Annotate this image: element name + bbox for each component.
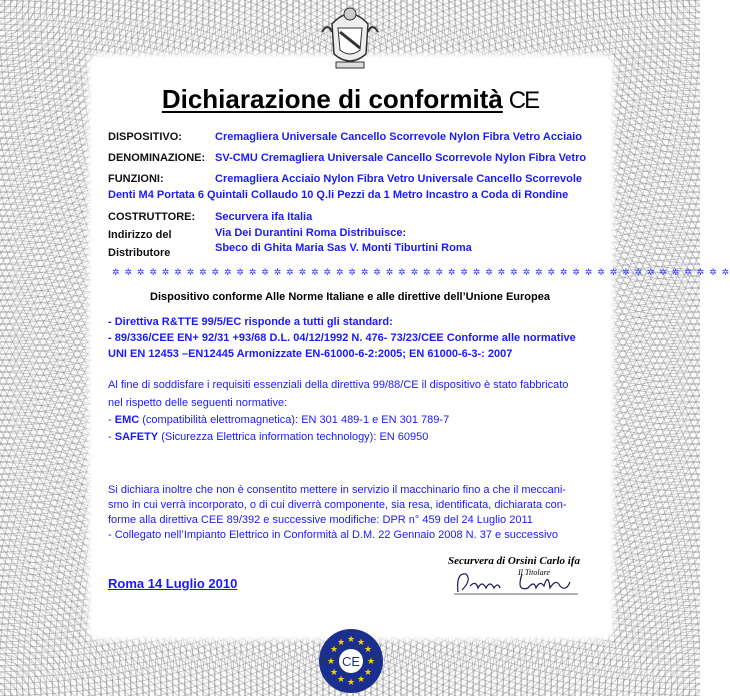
svg-text:★: ★ — [356, 638, 366, 648]
requirements-line: Al fine di soddisfare i requisiti essenziali della direttiva 99/88/CE il dispositivo è stato fabbricato — [108, 379, 569, 391]
label-dispositivo: DISPOSITIVO: — [108, 131, 182, 143]
value-dispositivo: Cremagliera Universale Cancello Scorrevole Nylon Fibra Vetro Acciaio — [215, 131, 583, 143]
svg-text:★: ★ — [326, 657, 336, 667]
value-indirizzo: Via Dei Durantini Roma Distribuisce: — [215, 227, 407, 239]
svg-text:★: ★ — [363, 645, 373, 655]
label-denominazione: DENOMINAZIONE: — [108, 152, 206, 164]
svg-text:★: ★ — [363, 668, 373, 678]
label-indirizzo: Indirizzo del — [108, 229, 172, 241]
signature-company: Securvera di Orsini Carlo ifa — [448, 555, 581, 567]
handwritten-signature — [452, 566, 582, 596]
value-costruttore: Securvera ifa Italia — [215, 211, 313, 223]
eu-ce-badge — [318, 628, 384, 694]
requirements-line: nel rispetto delle seguenti normative: — [108, 397, 288, 409]
page-title: Dichiarazione di conformità CE — [161, 84, 539, 114]
signature-role: Il Titolare — [518, 568, 550, 577]
directive-line: UNI EN 12453 –EN12445 Armonizzate EN-61000-6-2:2005; EN 61000-6-3-: 2007 — [108, 348, 513, 360]
certificate-panel — [92, 58, 730, 636]
svg-text:★: ★ — [366, 657, 376, 667]
value-funzioni: Cremagliera Acciaio Nylon Fibra Vetro Universale Cancello Scorrevole — [215, 173, 583, 185]
directive-line: - 89/336/CEE EN+ 92/31 +93/68 D.L. 04/12/1992 N. 476- 73/23/CEE Conforme alle normative — [108, 332, 576, 344]
declaration-line: forme alla direttiva CEE 89/392 e successive modifiche: DPR n° 459 del 24 Luglio 2011 — [108, 514, 533, 526]
emc-line: - EMC (compatibilità elettromagnetica): EN 301 489-1 e EN 301 789-7 — [108, 414, 450, 426]
value-distributore: Sbeco di Ghita Maria Sas V. Monti Tiburtini Roma — [215, 242, 472, 254]
coat-of-arms-crest — [318, 2, 382, 72]
value-denominazione: SV-CMU Cremagliera Universale Cancello Scorrevole Nylon Fibra Vetro — [215, 152, 587, 164]
svg-text:★: ★ — [329, 668, 339, 678]
declaration-line: smo in cui verrà incorporato, o di cui diverrà componente, sia resa, identificata, dichiarata con- — [108, 499, 567, 511]
svg-text:★: ★ — [346, 635, 356, 645]
svg-text:★: ★ — [329, 645, 339, 655]
svg-text:★: ★ — [346, 678, 356, 688]
label-distributore: Distributore — [108, 247, 171, 259]
star-divider: ✲ ✲ ✲ ✲ ✲ ✲ ✲ ✲ ✲ ✲ ✲ ✲ ✲ ✲ ✲ ✲ ✲ ✲ ✲ ✲ ✲ ✲ ✲ ✲ ✲ ✲ ✲ ✲ ✲ ✲ ✲ ✲ ✲ ✲ ✲ ✲ ✲ ✲ ✲ ✲ ✲ ✲ ✲ ✲ ✲ ✲ ✲ ✲ ✲ ✲ — [112, 267, 730, 277]
label-costruttore: COSTRUTTORE: — [108, 211, 196, 223]
safety-line: - SAFETY (Sicurezza Elettrica information technology): EN 60950 — [108, 431, 429, 443]
eu-ce-text: CE — [341, 654, 361, 669]
label-funzioni: FUNZIONI: — [108, 173, 164, 185]
declaration-line: Si dichiara inoltre che non è consentito mettere in servizio il macchinario fino a che il meccani- — [108, 484, 566, 496]
conformity-heading: Dispositivo conforme Alle Norme Italiane e alle direttive dell’Unione Europea — [150, 291, 550, 303]
place-date: Roma 14 Luglio 2010 — [108, 576, 238, 591]
declaration-line: - Collegato nell’Impianto Elettrico in Conformità al D.M. 22 Gennaio 2008 N. 37 e successivo — [108, 529, 559, 541]
value-funzioni-cont: Denti M4 Portata 6 Quintali Collaudo 10 Q.li Pezzi da 1 Metro Incastro a Coda di Rondine — [108, 189, 569, 201]
directive-line: - Direttiva R&TTE 99/5/EC risponde a tutti gli standard: — [108, 316, 393, 328]
svg-text:★: ★ — [356, 675, 366, 685]
ce-mark: CE — [508, 87, 539, 114]
svg-text:★: ★ — [336, 675, 346, 685]
svg-text:★: ★ — [336, 638, 346, 648]
